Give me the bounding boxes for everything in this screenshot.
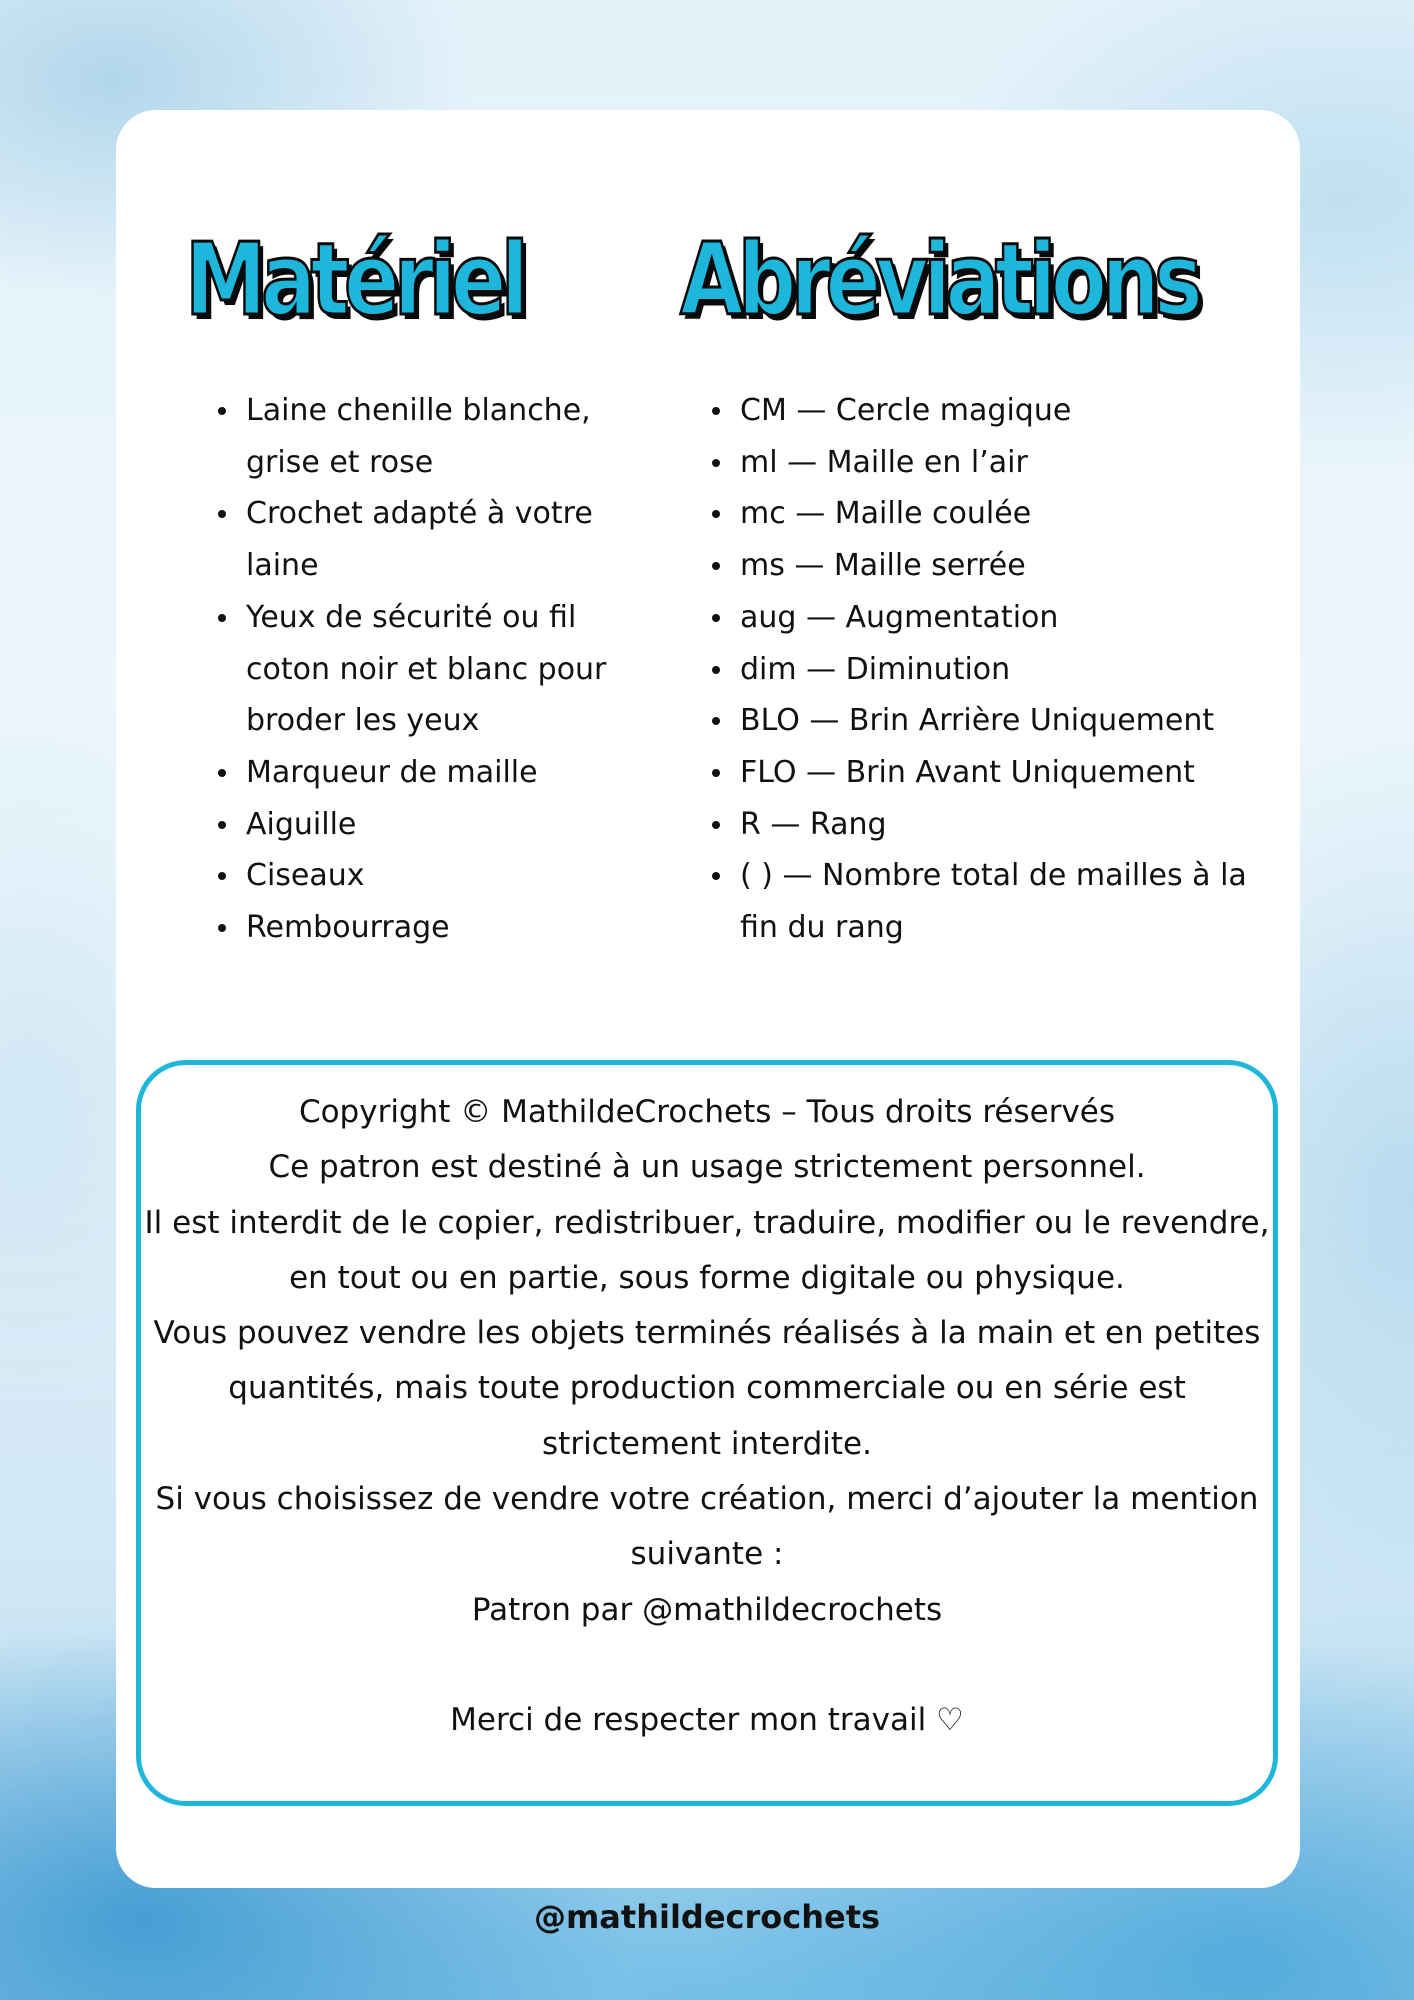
list-item: mc — Maille coulée [708, 488, 1288, 540]
credit-line: Patron par @mathildecrochets [471, 1591, 943, 1628]
footer-handle: @mathildecrochets [533, 1898, 881, 1936]
list-item: Yeux de sécurité ou fil coton noir et blanc pour broder les yeux [214, 592, 654, 747]
prohibition-text: Il est interdit de le copier, redistribuer, traduire, modifier ou le revendre, en tout ou en partie, sous forme digitale ou physique. [144, 1204, 1270, 1296]
copyright-box [136, 1060, 1278, 1806]
list-item: ms — Maille serrée [708, 540, 1288, 592]
mention-text: Si vous choisissez de vendre votre création, merci d’ajouter la mention suivante : [155, 1481, 1259, 1573]
list-item: aug — Augmentation [708, 592, 1288, 644]
list-item: Laine chenille blanche, grise et rose [214, 385, 654, 488]
thanks-line: Merci de respecter mon travail ♡ [450, 1701, 964, 1738]
list-item: BLO — Brin Arrière Uniquement [708, 695, 1288, 747]
personal-use-line: Ce patron est destiné à un usage strictement personnel. [268, 1149, 1146, 1186]
list-item: CM — Cercle magique [708, 385, 1288, 437]
list-item: Crochet adapté à votre laine [214, 488, 654, 591]
list-item: Rembourrage [214, 902, 654, 954]
list-item: dim — Diminution [708, 644, 1288, 696]
abbreviations-heading: Abréviations [680, 221, 1198, 338]
resale-text: Vous pouvez vendre les objets terminés réalisés à la main et en petites quantités, mais toute production commerciale ou en série est strictement interdite. [153, 1315, 1261, 1462]
materiel-list [214, 385, 654, 954]
list-item: Aiguille [214, 799, 654, 851]
list-item: Marqueur de maille [214, 747, 654, 799]
list-item: FLO — Brin Avant Uniquement [708, 747, 1288, 799]
copyright-line: Copyright © MathildeCrochets – Tous droits réservés [298, 1094, 1116, 1130]
list-item: Ciseaux [214, 850, 654, 902]
list-item: R — Rang [708, 799, 1288, 851]
abbreviations-list [708, 385, 1288, 954]
materiel-heading: Matériel [185, 221, 524, 338]
list-item: ml — Maille en l’air [708, 437, 1288, 489]
list-item: ( ) — Nombre total de mailles à la fin du rang [708, 850, 1288, 953]
